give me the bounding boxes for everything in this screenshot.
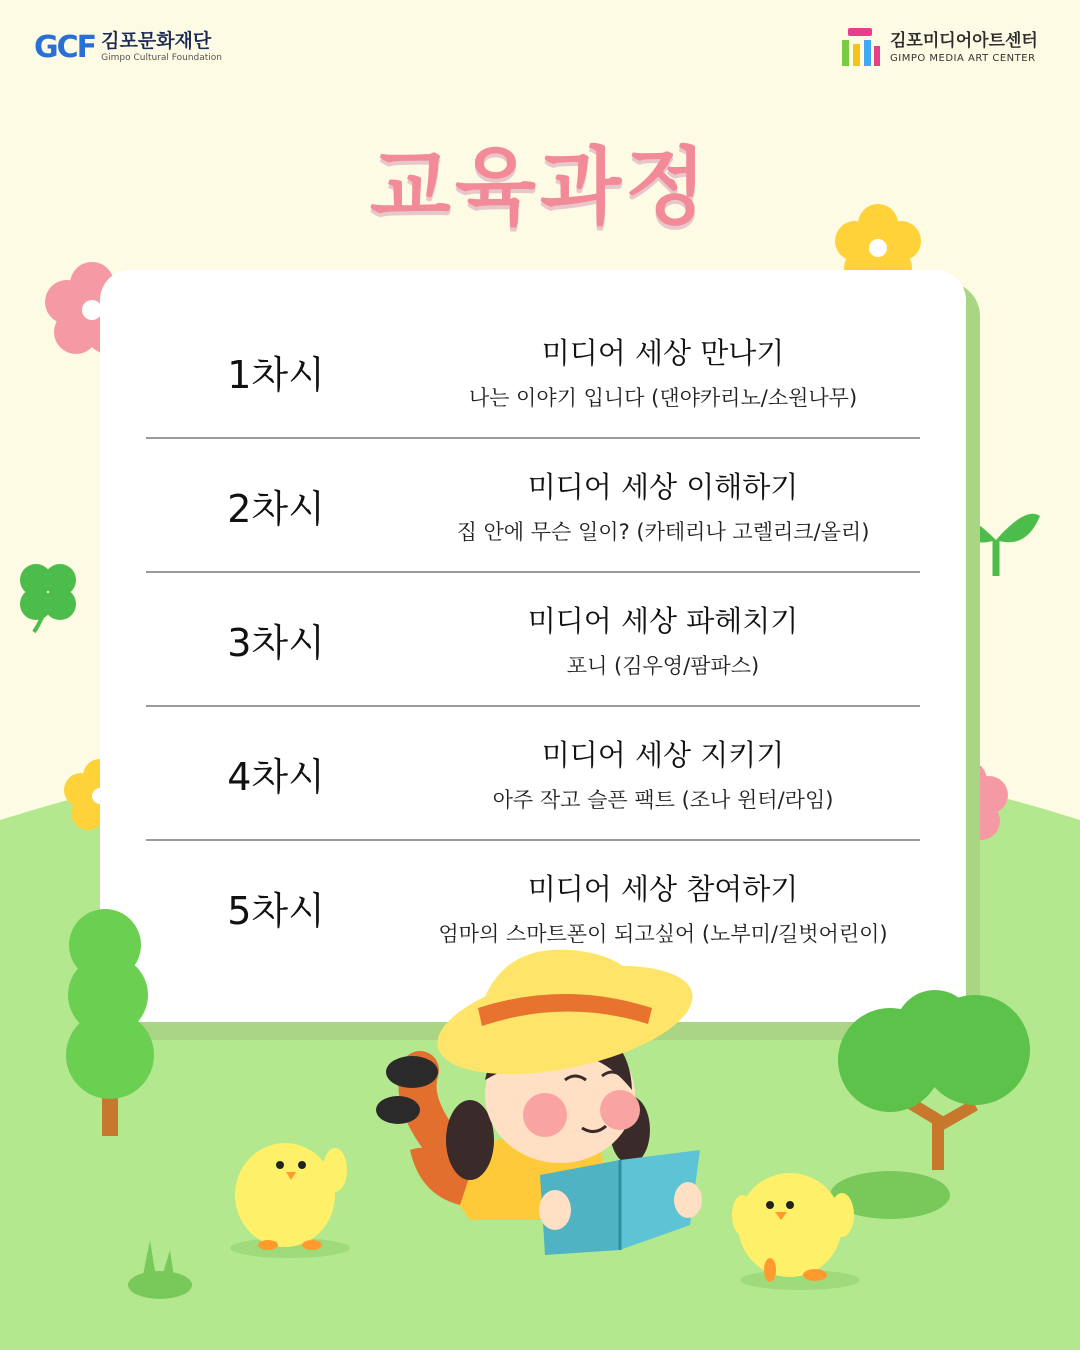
session-book: 포니 (김우영/팜파스) — [566, 653, 760, 678]
tree-icon — [66, 909, 154, 1136]
session-book: 나는 이야기 입니다 (댄야카리노/소원나무) — [468, 385, 858, 410]
tree-icon — [838, 990, 1030, 1170]
girl-reading-illustration — [376, 946, 702, 1255]
session-book: 아주 작고 슬픈 팩트 (조나 윈터/라임) — [492, 787, 834, 812]
left-logo-name-en: Gimpo Cultural Foundation — [101, 53, 222, 63]
gcf-logo-mark: GCF — [34, 30, 96, 65]
chick-icon — [230, 1143, 350, 1258]
session-title: 미디어 세상 지키기 — [541, 737, 785, 772]
right-logo-name: 김포미디어아트센터 — [890, 30, 1038, 51]
session-book: 엄마의 스마트폰이 되고싶어 (노부미/길벗어린이) — [438, 921, 888, 946]
session-book: 집 안에 무슨 일이? (카테리나 고렐리크/올리) — [456, 519, 870, 544]
session-number: 2차시 — [227, 486, 325, 531]
session-number: 1차시 — [227, 352, 325, 397]
left-logo-name: 김포문화재단 — [101, 30, 212, 52]
session-title: 미디어 세상 파헤치기 — [527, 603, 799, 638]
session-number: 4차시 — [227, 754, 325, 799]
page-title: 교육과정 — [369, 138, 711, 236]
session-number: 3차시 — [227, 620, 325, 665]
right-logo-name-en: GIMPO MEDIA ART CENTER — [890, 52, 1036, 64]
session-title: 미디어 세상 참여하기 — [527, 871, 799, 906]
session-number: 5차시 — [227, 888, 325, 933]
session-title: 미디어 세상 만나기 — [541, 335, 785, 370]
session-title: 미디어 세상 이해하기 — [527, 469, 799, 504]
